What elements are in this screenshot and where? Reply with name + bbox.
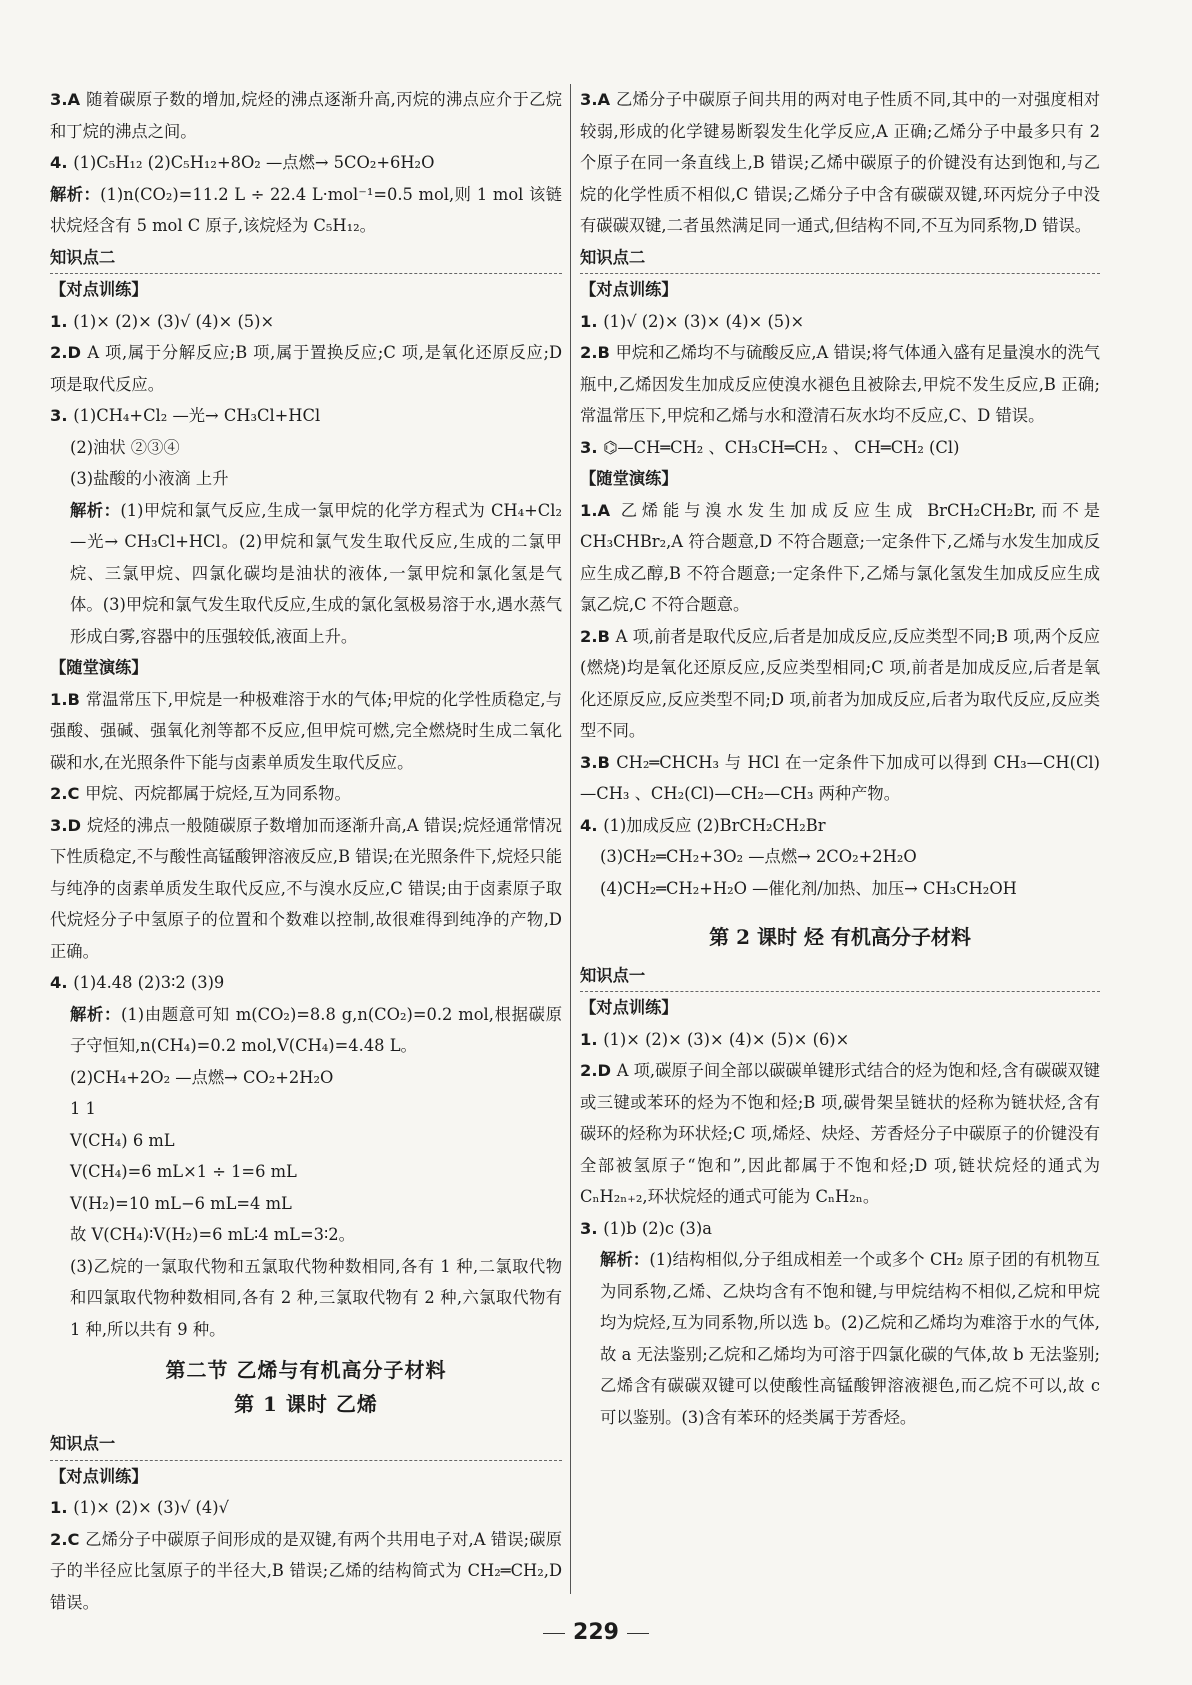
answer-item	[50, 1219, 562, 1251]
item-number: 1.B	[50, 689, 86, 709]
item-text: 乙烯分子中碳原子间形成的是双键,有两个共用电子对,A 错误;碳原子的半径应比氢原子的半径大,B 错误;乙烯的结构简式为 CH₂═CH₂,D 错误。	[50, 1529, 562, 1612]
item-text: (1)CH₄+Cl₂ —光→ CH₃Cl+HCl	[73, 406, 321, 425]
item-number: 4.	[50, 153, 74, 172]
item-text: 【对点训练】	[580, 280, 678, 299]
item-number: 1.	[580, 1029, 604, 1049]
chapter-title	[50, 1389, 562, 1421]
answer-item	[50, 1492, 562, 1524]
answer-item	[50, 1188, 562, 1220]
item-text: (1)b (2)c (3)a	[603, 1218, 712, 1238]
answer-item	[580, 1024, 1100, 1056]
item-text: 【对点训练】	[580, 998, 678, 1017]
answer-item	[50, 84, 562, 147]
answer-item	[580, 1244, 1100, 1433]
answer-item	[580, 1055, 1100, 1213]
answer-item	[50, 684, 562, 779]
analysis-label: 解析：	[70, 500, 121, 520]
answer-item	[580, 1213, 1100, 1245]
answer-item	[580, 306, 1100, 338]
item-text: 甲烷、丙烷都属于烷烃,互为同系物。	[85, 784, 351, 803]
answer-item	[50, 179, 562, 242]
chapter-title	[580, 922, 1100, 954]
item-number: 3.D	[50, 815, 87, 835]
subsection-heading	[50, 1461, 562, 1493]
item-text: (3)乙烷的一氯取代物和五氯取代物种数相同,各有 1 种,二氯取代物和四氯取代物种数相同,各有 2 种,三氯取代物有 2 种,六氯取代物有 1 种,所以共有 9 种。	[70, 1256, 562, 1339]
item-text: CH₂═CHCH₃ 与 HCl 在一定条件下加成可以得到 CH₃—CH(Cl)—CH₃ 、CH₂(Cl)—CH₂—CH₃ 两种产物。	[580, 752, 1100, 803]
item-text: 烷烃的沸点一般随碳原子数增加而逐渐升高,A 错误;烷烃通常情况下性质稳定,不与酸性高锰酸钾溶液反应,B 错误;在光照条件下,烷烃只能与纯净的卤素单质发生取代反应,不与溴水反应,C 错误;由于卤素原子取代烷烃分子中氢原子的位置和个数难以控制,故很难得到纯净的产物,D 正确。	[50, 815, 562, 961]
item-text: 【对点训练】	[50, 1466, 148, 1486]
right-column	[580, 84, 1100, 1433]
item-text: 第 1 课时 乙烯	[234, 1391, 378, 1416]
answer-item	[50, 306, 562, 338]
item-text: 甲烷和乙烯均不与硫酸反应,A 错误;将气体通入盛有足量溴水的洗气瓶中,乙烯因发生加成反应使溴水褪色且被除去,甲烷不发生反应,B 正确;常温常压下,甲烷和乙烯与水和澄清石灰水均不反应,C、D 错误。	[580, 343, 1100, 425]
column-divider	[570, 84, 571, 1594]
item-number: 1.	[580, 311, 604, 331]
item-number: 2.D	[580, 1061, 617, 1080]
item-text: 【对点训练】	[50, 280, 148, 299]
item-text: 【随堂演练】	[580, 469, 678, 488]
answer-item	[580, 873, 1100, 905]
left-column	[50, 84, 562, 1618]
answer-item	[50, 337, 562, 400]
section-heading	[580, 242, 1100, 275]
item-number: 3.	[580, 437, 604, 457]
answer-item	[50, 147, 562, 179]
item-text: 知识点二	[50, 247, 116, 267]
answer-item	[50, 1251, 562, 1346]
answer-item	[580, 621, 1100, 747]
page-footer	[0, 1620, 1192, 1645]
answer-item	[50, 1524, 562, 1619]
section-heading	[50, 1428, 562, 1461]
item-text: (1)结构相似,分子组成相差一个或多个 CH₂ 原子团的有机物互为同系物,乙烯、乙炔均含有不饱和键,与甲烷结构不相似,乙烷和甲烷均为烷烃,互为同系物,所以选 b。(2)乙烷和乙烯均为难溶于水的气体,故 a 无法鉴别;乙烷和乙烯均为可溶于四氯化碳的气体,故 b 无法鉴别;乙烯含有碳碳双键可以使酸性高锰酸钾溶液褪色,而乙烷不可以,故 c 可以鉴别。(3)含有苯环的烃类属于芳香烃。	[600, 1250, 1100, 1427]
item-text: V(CH₄)=6 mL×1 ÷ 1=6 mL	[70, 1162, 297, 1181]
item-text: (1)甲烷和氯气反应,生成一氯甲烷的化学方程式为 CH₄+Cl₂ —光→ CH₃Cl+HCl。(2)甲烷和氯气发生取代反应,生成的二氯甲烷、三氯甲烷、四氯化碳均是油状的液体,一氯甲烷和氯化氢是气体。(3)甲烷和氯气发生取代反应,生成的氯化氢极易溶于水,遇水蒸气形成白雾,容器中的压强较低,液面上升。	[70, 500, 562, 646]
item-text: A 项,前者是取代反应,后者是加成反应,反应类型不同;B 项,两个反应(燃烧)均是氧化还原反应,反应类型相同;C 项,前者是加成反应,后者是氧化还原反应,反应类型不同;D 项,前者为加成反应,后者为取代反应,反应类型不同。	[580, 626, 1101, 740]
item-text: (1)× (2)× (3)√ (4)√	[73, 1498, 229, 1517]
item-text: 【随堂演练】	[50, 658, 148, 677]
answer-item	[50, 999, 562, 1062]
item-text: (3)CH₂═CH₂+3O₂ —点燃→ 2CO₂+2H₂O	[600, 847, 917, 866]
item-number: 3.	[50, 406, 74, 425]
item-text: 乙烯能与溴水发生加成反应生成 BrCH₂CH₂Br,而不是 CH₃CHBr₂,A 符合题意,D 不符合题意;一定条件下,乙烯与水发生加成反应生成乙醇,B 不符合题意;一定条件下,乙烯与氯化氢发生加成反应生成氯乙烷,C 不符合题意。	[580, 500, 1100, 614]
item-text: 1 1	[70, 1099, 96, 1118]
answer-item	[50, 400, 562, 432]
analysis-label: 解析：	[600, 1250, 650, 1269]
item-number: 1.A	[580, 500, 621, 520]
answer-item	[580, 495, 1100, 621]
item-number: 3.A	[580, 90, 617, 109]
answer-item	[50, 1125, 562, 1157]
item-number: 1.	[50, 1498, 74, 1517]
chapter-title	[50, 1355, 562, 1387]
answer-item	[50, 432, 562, 464]
dash-right	[627, 1633, 649, 1634]
item-text: (1)n(CO₂)=11.2 L ÷ 22.4 L·mol⁻¹=0.5 mol,则 1 mol 该链状烷烃含有 5 mol C 原子,该烷烃为 C₅H₁₂。	[50, 184, 562, 235]
answer-item	[50, 810, 562, 968]
answer-item	[580, 84, 1100, 242]
item-number: 3.	[580, 1218, 604, 1238]
item-number: 2.B	[580, 343, 616, 362]
item-number: 3.B	[580, 752, 617, 772]
item-number: 3.A	[50, 90, 87, 109]
item-text: (1)× (2)× (3)√ (4)× (5)×	[73, 311, 275, 331]
answer-item	[50, 495, 562, 653]
subsection-heading	[580, 463, 1100, 495]
item-number: 2.B	[580, 626, 616, 646]
answer-item	[50, 778, 562, 810]
item-text: (2)CH₄+2O₂ —点燃→ CO₂+2H₂O	[70, 1067, 334, 1087]
item-text: (1)4.48 (2)3∶2 (3)9	[73, 973, 225, 992]
subsection-heading	[50, 652, 562, 684]
section-heading	[50, 242, 562, 275]
answer-item	[50, 463, 562, 495]
item-number: 2.C	[50, 1529, 86, 1549]
answer-item	[580, 841, 1100, 873]
answer-item	[580, 810, 1100, 842]
answer-item	[50, 1062, 562, 1094]
item-text: (1)由题意可知 m(CO₂)=8.8 g,n(CO₂)=0.2 mol,根据碳原子守恒知,n(CH₄)=0.2 mol,V(CH₄)=4.48 L。	[70, 1004, 562, 1055]
item-text: V(CH₄) 6 mL	[70, 1130, 175, 1150]
item-text: (1)C₅H₁₂ (2)C₅H₁₂+8O₂ —点燃→ 5CO₂+6H₂O	[73, 153, 435, 172]
item-text: 常温常压下,甲烷是一种极难溶于水的气体;甲烷的化学性质稳定,与强酸、强碱、强氧化剂等都不反应,但甲烷可燃,完全燃烧时生成二氧化碳和水,在光照条件下能与卤素单质发生取代反应。	[50, 689, 563, 772]
item-text: (3)盐酸的小液滴 上升	[70, 469, 229, 488]
analysis-label: 解析：	[50, 184, 101, 204]
answer-item	[50, 1093, 562, 1125]
item-number: 4.	[580, 815, 604, 835]
item-text: V(H₂)=10 mL−6 mL=4 mL	[70, 1193, 292, 1213]
item-text: A 项,属于分解反应;B 项,属于置换反应;C 项,是氧化还原反应;D 项是取代反应。	[50, 343, 562, 394]
item-number: 4.	[50, 973, 74, 992]
item-text: 第 2 课时 烃 有机高分子材料	[709, 925, 971, 949]
answer-item	[580, 337, 1100, 432]
item-text: 知识点二	[580, 247, 646, 267]
item-text: (1)× (2)× (3)× (4)× (5)× (6)×	[603, 1029, 850, 1049]
item-text: 知识点一	[580, 965, 646, 985]
section-heading	[580, 960, 1100, 993]
item-text: (2)油状 ②③④	[70, 437, 180, 457]
item-number: 2.D	[50, 343, 88, 362]
item-number: 2.C	[50, 784, 86, 803]
item-text: 第二节 乙烯与有机高分子材料	[165, 1358, 447, 1382]
item-text: ⌬—CH═CH₂ 、CH₃CH═CH₂ 、 CH═CH₂ (Cl)	[603, 437, 960, 457]
item-text: 随着碳原子数的增加,烷烃的沸点逐渐升高,丙烷的沸点应介于乙烷和丁烷的沸点之间。	[50, 90, 562, 141]
subsection-heading	[50, 274, 562, 306]
subsection-heading	[580, 274, 1100, 306]
page-number: 229	[573, 1620, 619, 1645]
item-text: 知识点一	[50, 1434, 116, 1453]
item-number: 1.	[50, 311, 74, 331]
item-text: (1)√ (2)× (3)× (4)× (5)×	[603, 311, 805, 331]
answer-item	[580, 747, 1100, 810]
dash-left	[543, 1633, 565, 1634]
analysis-label: 解析：	[70, 1004, 122, 1024]
item-text: 故 V(CH₄)∶V(H₂)=6 mL∶4 mL=3∶2。	[70, 1225, 355, 1244]
item-text: (1)加成反应 (2)BrCH₂CH₂Br	[603, 815, 826, 835]
answer-item	[50, 967, 562, 999]
subsection-heading	[580, 992, 1100, 1024]
answer-item	[50, 1156, 562, 1188]
item-text: (4)CH₂═CH₂+H₂O —催化剂/加热、加压→ CH₃CH₂OH	[600, 878, 1017, 898]
item-text: 乙烯分子中碳原子间共用的两对电子性质不同,其中的一对强度相对较弱,形成的化学键易断裂发生化学反应,A 正确;乙烯分子中最多只有 2 个原子在同一条直线上,B 错误;乙烯中碳原子的价键没有达到饱和,与乙烷的化学性质不相似,C 错误;乙烯分子中含有碳碳双键,环丙烷分子中没有碳碳双键,二者虽然满足同一通式,但结构不同,不互为同系物,D 错误。	[580, 90, 1100, 235]
item-text: A 项,碳原子间全部以碳碳单键形式结合的烃为饱和烃,含有碳碳双键或三键或苯环的烃为不饱和烃;B 项,碳骨架呈链状的烃称为链状烃,含有碳环的烃称为环状烃;C 项,烯烃、炔烃、芳香烃分子中碳原子的价键没有全部被氢原子“饱和”,因此都属于不饱和烃;D 项,链状烷烃的通式为 CₙH₂ₙ₊₂,环状烷烃的通式可能为 CₙH₂ₙ。	[580, 1061, 1100, 1206]
answer-item	[580, 432, 1100, 464]
